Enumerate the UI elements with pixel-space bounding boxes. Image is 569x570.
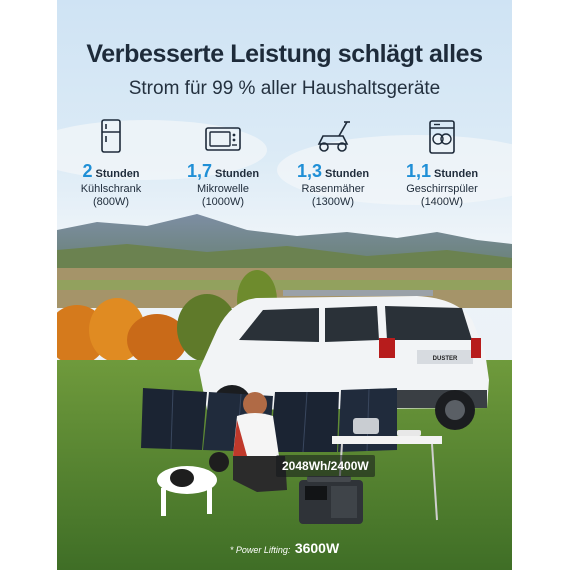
runtime-unit: Stunden <box>434 168 479 180</box>
appliance-name: Mikrowelle <box>197 183 249 195</box>
car-badge: DUSTER <box>432 356 458 362</box>
appliance-power: (800W) <box>92 196 130 208</box>
runtime-unit: Stunden <box>215 168 260 180</box>
appliance-microwave <box>168 118 278 209</box>
appliance-power: (1000W) <box>201 196 245 208</box>
footer-note <box>57 540 512 558</box>
appliance-lawnmower <box>278 118 388 209</box>
appliance-dishwasher <box>387 118 497 209</box>
dishwasher-icon <box>427 118 457 156</box>
capacity-label: 2048Wh/2400W <box>276 455 375 477</box>
page-title: Verbesserte Leistung schlägt alles <box>86 40 483 68</box>
appliance-name: Kühlschrank <box>80 183 142 195</box>
lawnmower-icon <box>313 118 353 156</box>
power-station <box>299 476 363 524</box>
runtime-value: 1,7 <box>186 161 212 181</box>
fridge-icon <box>98 118 124 156</box>
appliance-name: Rasenmäher <box>301 183 365 195</box>
appliance-name: Geschirrspüler <box>406 183 478 195</box>
product-banner <box>57 0 512 570</box>
microwave-icon <box>203 118 243 156</box>
runtime-unit: Stunden <box>95 168 140 180</box>
footer-prefix: * Power Lifting: <box>229 545 291 555</box>
appliance-fridge <box>57 118 166 209</box>
runtime-unit: Stunden <box>325 168 370 180</box>
runtime-value: 1,1 <box>405 161 431 181</box>
appliance-power: (1300W) <box>311 196 355 208</box>
runtime-value: 2 <box>82 161 93 181</box>
page-subtitle: Strom für 99 % aller Haushaltsgeräte <box>128 78 441 99</box>
runtime-value: 1,3 <box>296 161 322 181</box>
appliance-power: (1400W) <box>420 196 464 208</box>
footer-value: 3600W <box>294 540 340 556</box>
